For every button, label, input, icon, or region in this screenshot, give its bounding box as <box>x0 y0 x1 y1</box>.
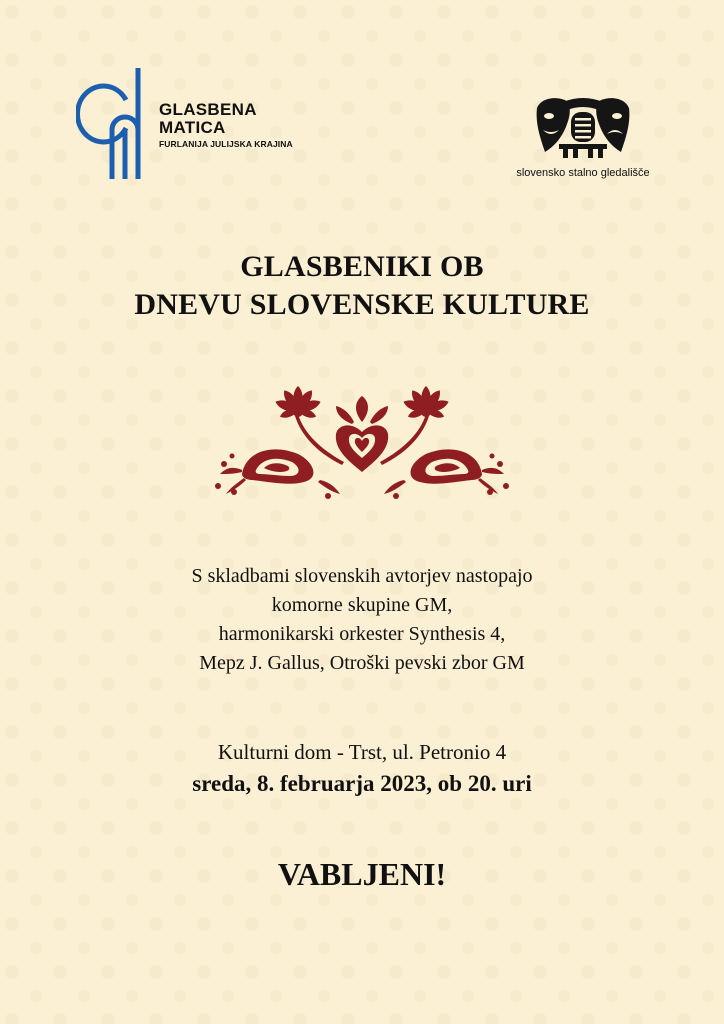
gm-logo-line2: MATICA <box>159 118 226 137</box>
gm-logo-text <box>159 101 293 150</box>
performers-text <box>0 562 724 678</box>
theatre-logo-caption: slovensko stalno gledališče <box>516 167 650 179</box>
performers-line2: komorne skupine GM, <box>271 594 453 616</box>
event-datetime: sreda, 8. februarja 2023, ob 20. uri <box>192 771 532 796</box>
gm-logo-line3: FURLANIJA JULIJSKA KRAJINA <box>159 139 293 149</box>
invitation-text: VABLJENI! <box>277 856 447 892</box>
performers-line1: S skladbami slovenskih avtorjev nastopajo <box>191 565 533 587</box>
page-title <box>0 248 724 324</box>
performers-line3: harmonikarski orkester Synthesis 4, <box>218 623 506 645</box>
gm-monogram-icon <box>76 66 144 181</box>
title-line2: DNEVU SLOVENSKE KULTURE <box>134 288 590 321</box>
folk-floral-ornament-icon <box>212 370 512 510</box>
event-venue: Kulturni dom - Trst, ul. Petronio 4 <box>217 740 507 764</box>
performers-line4: Mepz J. Gallus, Otroški pevski zbor GM <box>199 652 525 674</box>
gm-logo-line1: GLASBENA <box>159 100 257 119</box>
title-line1: GLASBENIKI OB <box>240 250 484 283</box>
theatre-masks-icon <box>533 96 633 158</box>
